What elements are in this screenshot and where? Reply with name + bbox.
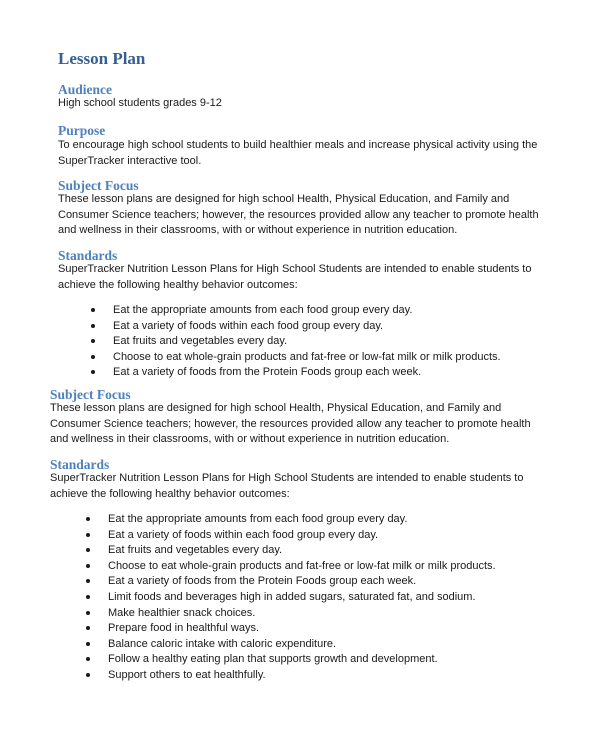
paragraph-line: SuperTracker interactive tool. bbox=[58, 154, 202, 167]
standards-bullet-list bbox=[91, 303, 501, 381]
standards-heading-2: Standards bbox=[50, 457, 110, 472]
paragraph-line: and wellness in their classrooms, with or without experience in nutrition education. bbox=[50, 433, 450, 445]
document-title: Lesson Plan bbox=[58, 49, 146, 68]
subject-focus-heading: Subject Focus bbox=[58, 178, 139, 193]
list-item: Limit foods and beverages high in added sugars, saturated fat, and sodium. bbox=[86, 590, 496, 606]
standards-heading: Standards bbox=[58, 248, 118, 263]
list-item: Eat a variety of foods within each food group every day. bbox=[86, 528, 496, 544]
paragraph-line: SuperTracker Nutrition Lesson Plans for High School Students are intended to enable students to bbox=[58, 263, 532, 275]
paragraph-line: achieve the following healthy behavior outcomes: bbox=[58, 278, 298, 291]
paragraph-line: Consumer Science teachers; however, the resources provided allow any teacher to promote health bbox=[50, 417, 531, 430]
subject-focus-heading-2: Subject Focus bbox=[50, 387, 131, 402]
list-item: Make healthier snack choices. bbox=[86, 606, 496, 622]
list-item: Eat the appropriate amounts from each food group every day. bbox=[91, 303, 501, 319]
standards-paragraph bbox=[58, 262, 531, 293]
purpose-heading: Purpose bbox=[58, 123, 106, 138]
paragraph-line: achieve the following healthy behavior outcomes: bbox=[50, 487, 290, 500]
list-item: Eat a variety of foods within each food group every day. bbox=[91, 319, 501, 335]
audience-heading: Audience bbox=[58, 82, 112, 97]
paragraph-line: and wellness in their classrooms, with or without experience in nutrition education. bbox=[58, 224, 458, 236]
list-item: Choose to eat whole-grain products and fat-free or low-fat milk or milk products. bbox=[86, 559, 496, 575]
list-item: Eat the appropriate amounts from each food group every day. bbox=[86, 512, 496, 528]
list-item: Eat fruits and vegetables every day. bbox=[91, 334, 501, 350]
paragraph-line: SuperTracker Nutrition Lesson Plans for High School Students are intended to enable students to bbox=[50, 472, 524, 484]
paragraph-line: These lesson plans are designed for high school Health, Physical Education, and Family and bbox=[50, 402, 502, 414]
list-item: Eat fruits and vegetables every day. bbox=[86, 543, 496, 559]
list-item: Balance caloric intake with caloric expenditure. bbox=[86, 637, 496, 653]
paragraph-line: These lesson plans are designed for high school Health, Physical Education, and Family and bbox=[58, 193, 510, 205]
purpose-paragraph bbox=[58, 138, 537, 169]
list-item: Choose to eat whole-grain products and fat-free or low-fat milk or milk products. bbox=[91, 350, 501, 366]
list-item: Prepare food in healthful ways. bbox=[86, 621, 496, 637]
list-item: Eat a variety of foods from the Protein Foods group each week. bbox=[86, 574, 496, 590]
audience-text: High school students grades 9-12 bbox=[58, 97, 222, 109]
paragraph-line: To encourage high school students to build healthier meals and increase physical activity using the bbox=[58, 139, 538, 151]
subject-focus-paragraph bbox=[58, 192, 539, 239]
list-item: Follow a healthy eating plan that supports growth and development. bbox=[86, 652, 496, 668]
list-item: Support others to eat healthfully. bbox=[86, 668, 496, 684]
list-item: Eat a variety of foods from the Protein Foods group each week. bbox=[91, 365, 501, 381]
subject-focus-paragraph-2 bbox=[50, 401, 531, 448]
standards-bullet-list-2 bbox=[86, 512, 496, 684]
paragraph-line: Consumer Science teachers; however, the resources provided allow any teacher to promote health bbox=[58, 208, 539, 221]
standards-paragraph-2 bbox=[50, 471, 523, 502]
